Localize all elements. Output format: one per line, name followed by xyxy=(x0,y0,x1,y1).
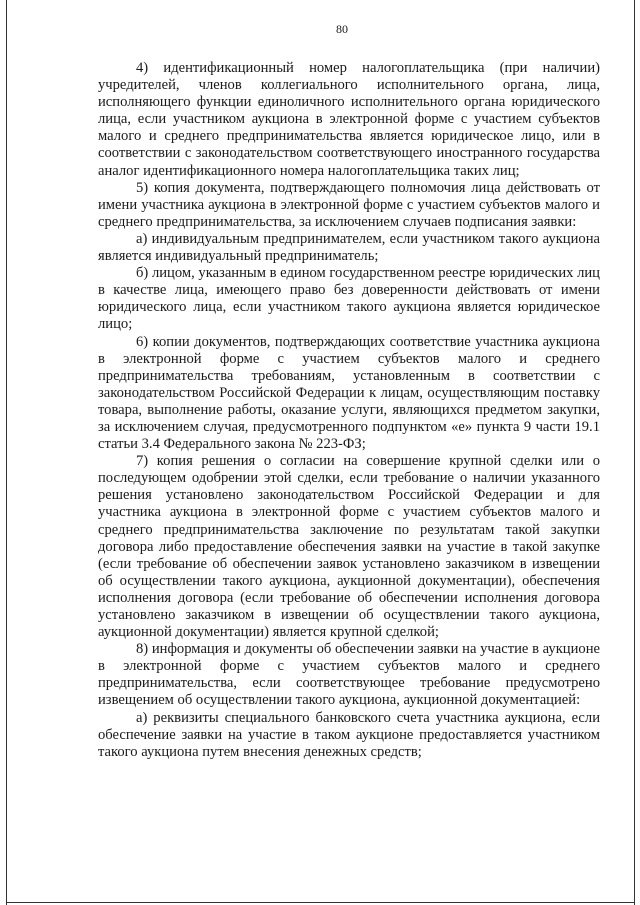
paragraph-item-7: 7) копия решения о согласии на совершение крупной сделки или о последующем одобрении этой сделки, если требование о наличии указанного решения установлено законодательством Российской Федерации и для участника аукциона в электронной форме с участием субъектов малого и среднего предпринимательства заключение по результатам такой закупки договора либо предоставление обеспечения заявки на участие в такой закупке (если требование об обеспечении заявок установлено заказчиком в извещении об осуществлении такого аукциона, аукционной документации), обеспечения исполнения договора (если требование об обеспечении исполнения договора установлено заказчиком в извещении об осуществлении такого аукциона, аукционной документации) является крупной сделкой; xyxy=(98,453,600,641)
paragraph-item-8a: а) реквизиты специального банковского счета участника аукциона, если обеспечение заявки на участие в таком аукционе предоставляется участником такого аукциона путем внесения денежных средств; xyxy=(98,709,600,760)
paragraph-item-5a: а) индивидуальным предпринимателем, если участником такого аукциона является индивидуальный предприниматель; xyxy=(98,230,600,265)
page-number: 80 xyxy=(336,22,348,36)
paragraph-item-4: 4) идентификационный номер налогоплательщика (при наличии) учредителей, членов коллегиального исполнительного органа, лица, исполняющего функции единоличного исполнительного органа юридического лица, если участником аукциона в электронной форме с участием субъектов малого и среднего предпринимательства является юридическое лицо, или в соответствии с законодательством соответствующего иностранного государства аналог идентификационного номера налогоплательщика таких лиц; xyxy=(98,60,600,179)
paragraph-item-6: 6) копии документов, подтверждающих соответствие участника аукциона в электронной форме с участием субъектов малого и среднего предпринимательства требованиям, установленным в соответствии с законодательством Российской Федерации к лицам, осуществляющим поставку товара, выполнение работы, оказание услуги, являющихся предметом закупки, за исключением случая, предусмотренного подпунктом «е» пункта 9 части 19.1 статьи 3.4 Федерального закона № 223-ФЗ; xyxy=(98,333,600,453)
paragraph-item-5b: б) лицом, указанным в едином государственном реестре юридических лиц в качестве лица, имеющего право без доверенности действовать от имени юридического лица, если участником такого аукциона является юридическое лицо; xyxy=(98,265,600,333)
scan-border-right xyxy=(634,0,635,905)
paragraph-item-8: 8) информация и документы об обеспечении заявки на участие в аукционе в электронной форме с участием субъектов малого и среднего предпринимательства, если соответствующее требование предусмотрено извещением об осуществлении такого аукциона, аукционной документацией: xyxy=(98,641,600,709)
scan-border-left xyxy=(6,0,7,905)
document-body xyxy=(98,60,600,761)
paragraph-item-5: 5) копия документа, подтверждающего полномочия лица действовать от имени участника аукциона в электронной форме с участием субъектов малого и среднего предпринимательства, за исключением случаев подписания заявки: xyxy=(98,179,600,230)
scan-border-bottom xyxy=(6,902,635,903)
